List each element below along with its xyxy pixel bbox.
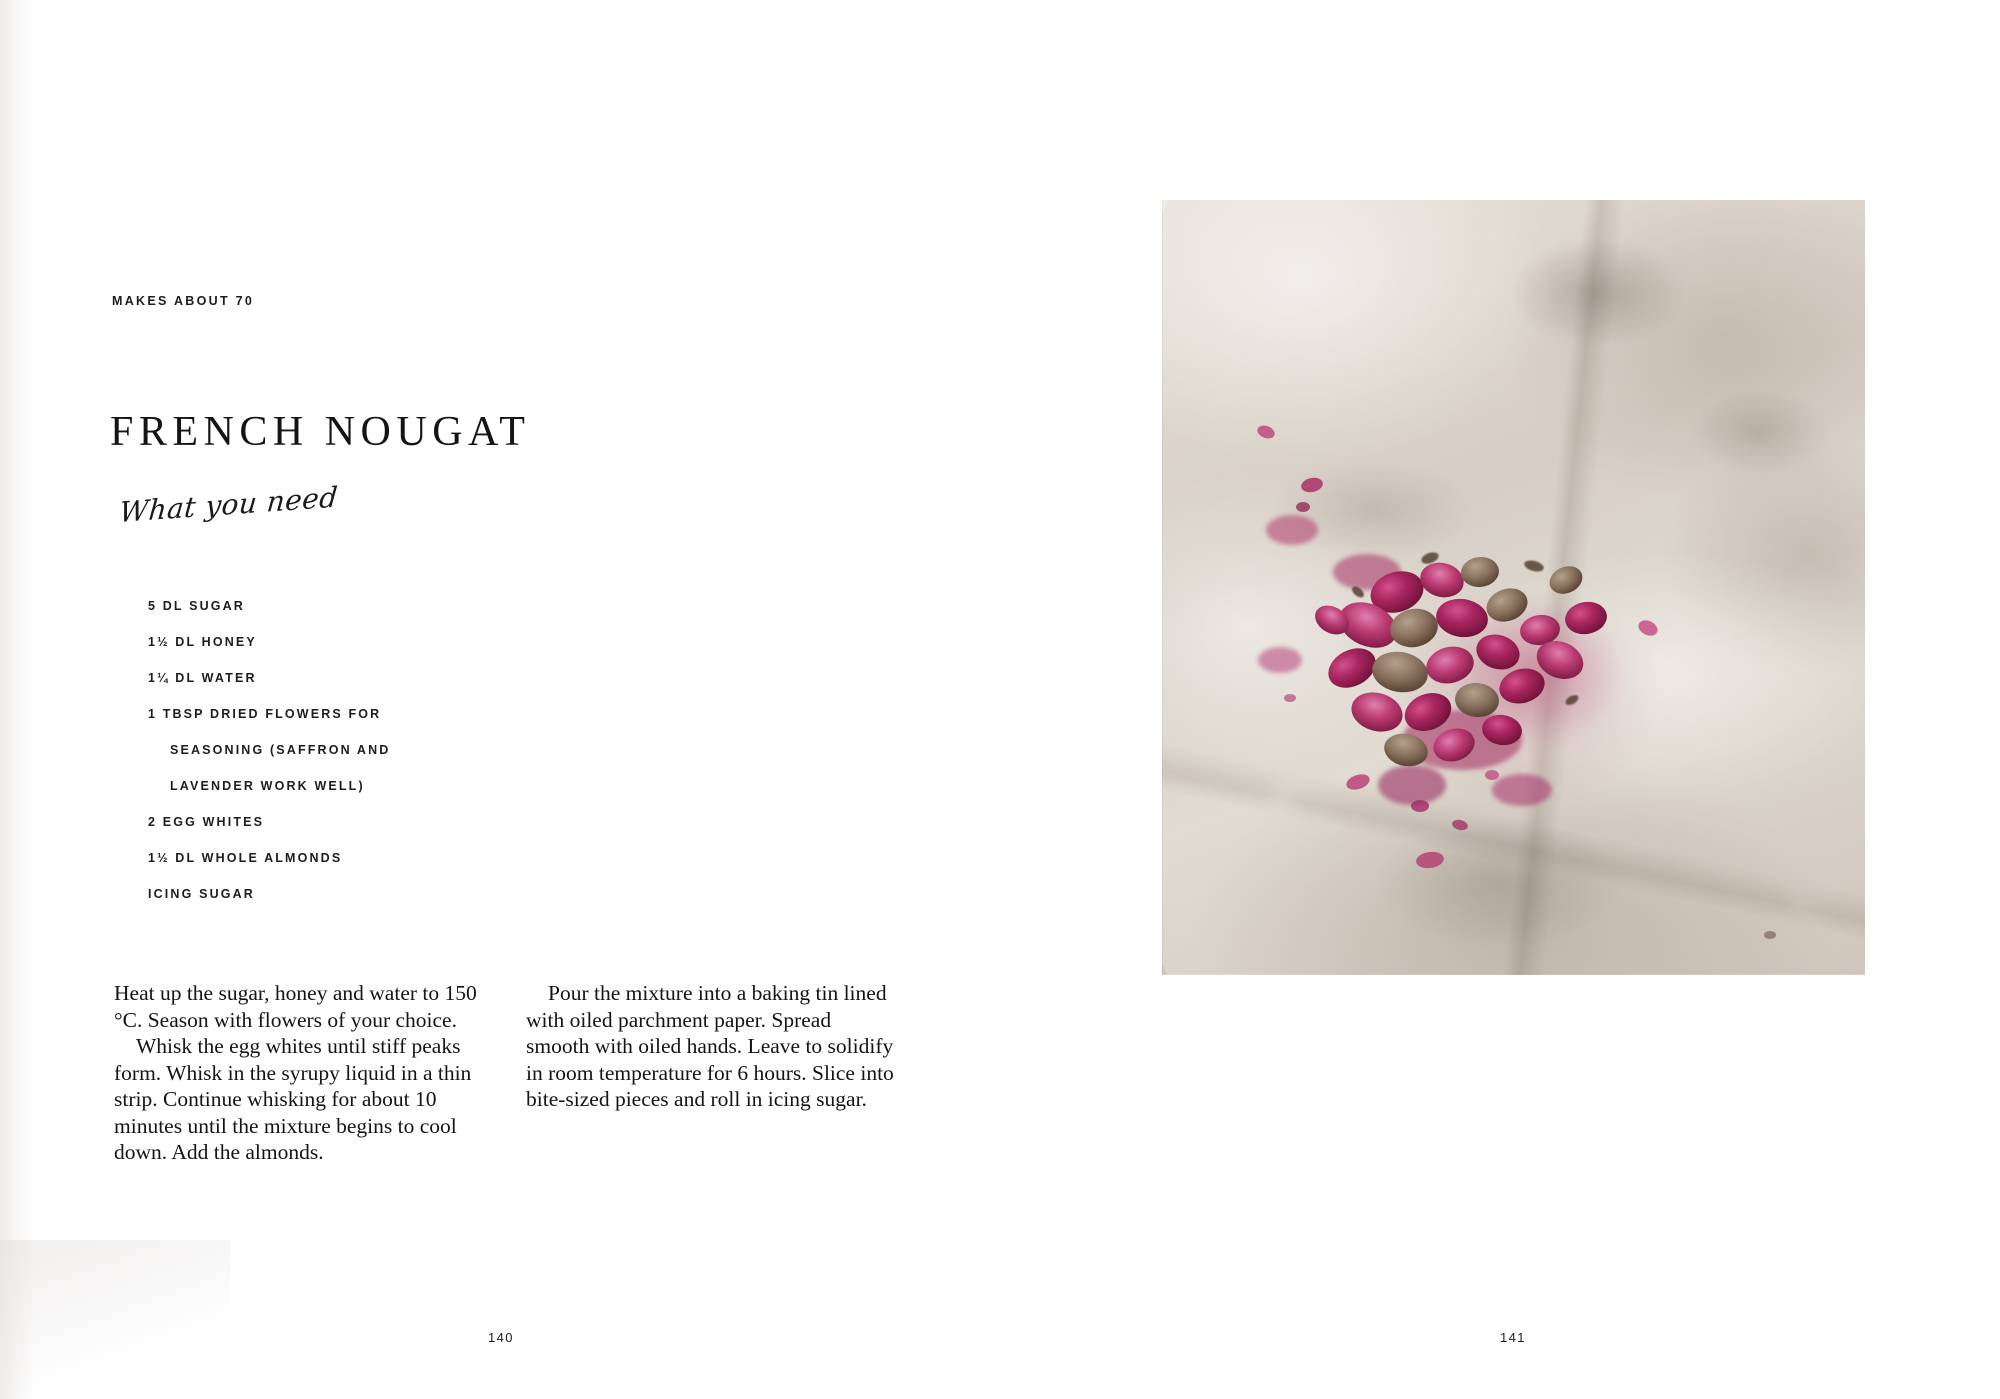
page-title: FRENCH NOUGAT [110, 409, 531, 456]
list-item: 2 EGG WHITES [148, 815, 265, 829]
list-item: ICING SUGAR [148, 887, 255, 901]
list-item: 1¼ DL WATER [148, 671, 257, 685]
list-item: SEASONING (SAFFRON AND [170, 743, 391, 757]
right-page [1000, 0, 2000, 1399]
recipe-photo [1162, 200, 1865, 975]
page-number-left: 140 [488, 1330, 514, 1345]
ingredients-list [148, 588, 568, 912]
ingredients-heading: What you need [118, 480, 340, 529]
method-paragraph: Whisk the egg whites until stiff peaks form. Whisk in the syrupy liquid in a thin strip. Continue whisking for about 10 minutes until the mixture begins to cool down. Add the almonds. [114, 1034, 472, 1164]
list-item: 1 TBSP DRIED FLOWERS FOR [148, 707, 382, 721]
method-column-left [114, 980, 482, 1166]
recipe-yield: MAKES ABOUT 70 [112, 294, 255, 308]
dried-rose-buds-cluster [1162, 200, 1865, 975]
list-item: 5 DL SUGAR [148, 599, 245, 613]
cloth-fleck [1764, 931, 1776, 939]
page-number-right: 141 [1500, 1330, 1526, 1345]
method-text [114, 980, 894, 1166]
list-item: 1½ DL WHOLE ALMONDS [148, 851, 343, 865]
list-item: LAVENDER WORK WELL) [170, 779, 365, 793]
list-item: 1½ DL HONEY [148, 635, 257, 649]
method-paragraph: Heat up the sugar, honey and water to 150 °C. Season with flowers of your choice. [114, 981, 477, 1032]
stray-petals [1255, 423, 1660, 870]
method-paragraph: Pour the mixture into a baking tin lined with oiled parchment paper. Spread smooth with oiled hands. Leave to solidify in room temperature for 6 hours. Slice into bite-sized pieces and roll in icing sugar. [526, 981, 894, 1111]
method-column-right [526, 980, 894, 1166]
